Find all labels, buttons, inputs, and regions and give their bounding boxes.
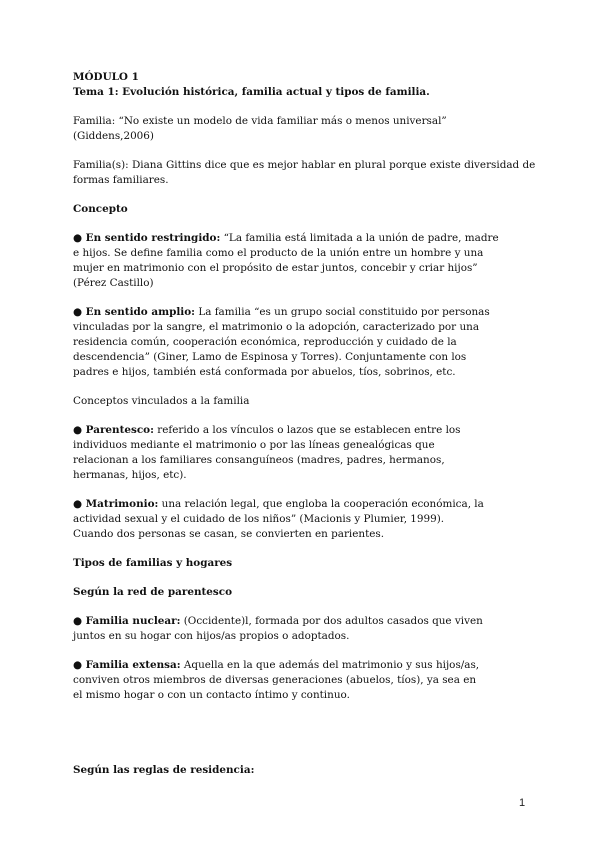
nuclear-label: ● Familia nuclear:	[73, 615, 181, 627]
text-line: Cuando dos personas se casan, se convierten en parientes.	[73, 528, 385, 540]
text-line: residencia común, cooperación económica, reproducción y cuidado de la	[73, 336, 457, 348]
nuclear-paragraph	[73, 614, 533, 644]
text-line: e hijos. Se define familia como el producto de la unión entre un hombre y una	[73, 247, 484, 259]
extensa-paragraph	[73, 658, 533, 703]
text-line: (Pérez Castillo)	[73, 277, 154, 289]
restringido-paragraph	[73, 231, 533, 291]
parentesco-label: ● Parentesco:	[73, 424, 154, 436]
extensa-label: ● Familia extensa:	[73, 659, 181, 671]
matrimonio-label: ● Matrimonio:	[73, 498, 159, 510]
text-line: juntos en su hogar con hijos/as propios o adoptados.	[73, 630, 350, 642]
text-line: hermanas, hijos, etc).	[73, 469, 187, 481]
quote-line: Familia(s): Diana Gittins dice que es mejor hablar en plural porque existe diversidad de	[73, 159, 536, 171]
page-number: 1	[519, 797, 526, 809]
text-line: conviven otros miembros de diversas generaciones (abuelos, tíos), ya sea en	[73, 674, 477, 686]
module-heading: MÓDULO 1	[73, 71, 139, 83]
text-line: padres e hijos, también está conformada por abuelos, tíos, sobrinos, etc.	[73, 366, 456, 378]
quote-line: Familia: “No existe un modelo de vida familiar más o menos universal”	[73, 115, 447, 127]
text-line: Aquella en la que además del matrimonio y sus hijos/as,	[180, 659, 480, 671]
matrimonio-paragraph	[73, 497, 533, 542]
text-line: actividad sexual y el cuidado de los niños” (Macionis y Plumier, 1999).	[73, 513, 445, 525]
text-line: el mismo hogar o con un contacto íntimo y continuo.	[73, 689, 350, 701]
text-line: descendencia” (Giner, Lamo de Espinosa y Torres). Conjuntamente con los	[73, 351, 467, 363]
quote-line: formas familiares.	[73, 174, 169, 186]
tipos-heading: Tipos de familias y hogares	[73, 557, 233, 569]
text-line: individuos mediante el matrimonio o por las líneas genealógicas que	[73, 439, 435, 451]
amplio-paragraph	[73, 305, 533, 380]
amplio-label: ● En sentido amplio:	[73, 306, 196, 318]
giddens-quote	[73, 114, 533, 144]
text-line: relacionan a los familiares consanguíneos (madres, padres, hermanos,	[73, 454, 445, 466]
text-line: mujer en matrimonio con el propósito de estar juntos, concebir y criar hijos”	[73, 262, 478, 274]
text-line: La familia “es un grupo social constituido por personas	[195, 306, 490, 318]
text-line: vinculadas por la sangre, el matrimonio o la adopción, caracterizado por una	[73, 321, 480, 333]
red-heading: Según la red de parentesco	[73, 586, 233, 598]
text-line: referido a los vínculos o lazos que se establecen entre los	[153, 424, 461, 436]
topic-heading: Tema 1: Evolución histórica, familia actual y tipos de familia.	[73, 86, 430, 98]
vinculados-heading: Conceptos vinculados a la familia	[73, 395, 250, 407]
quote-line: (Giddens,2006)	[73, 130, 154, 142]
parentesco-paragraph	[73, 423, 533, 483]
concepto-heading: Concepto	[73, 203, 128, 215]
document-body	[73, 70, 536, 778]
reglas-heading: Según las reglas de residencia:	[73, 764, 255, 776]
text-line: “La familia está limitada a la unión de padre, madre	[223, 232, 499, 244]
text-line: una relación legal, que engloba la cooperación económica, la	[158, 498, 484, 510]
gittins-quote	[73, 158, 536, 188]
text-line: (Occidente)l, formada por dos adultos casados que viven	[180, 615, 483, 627]
restringido-label: ● En sentido restringido:	[73, 232, 221, 244]
